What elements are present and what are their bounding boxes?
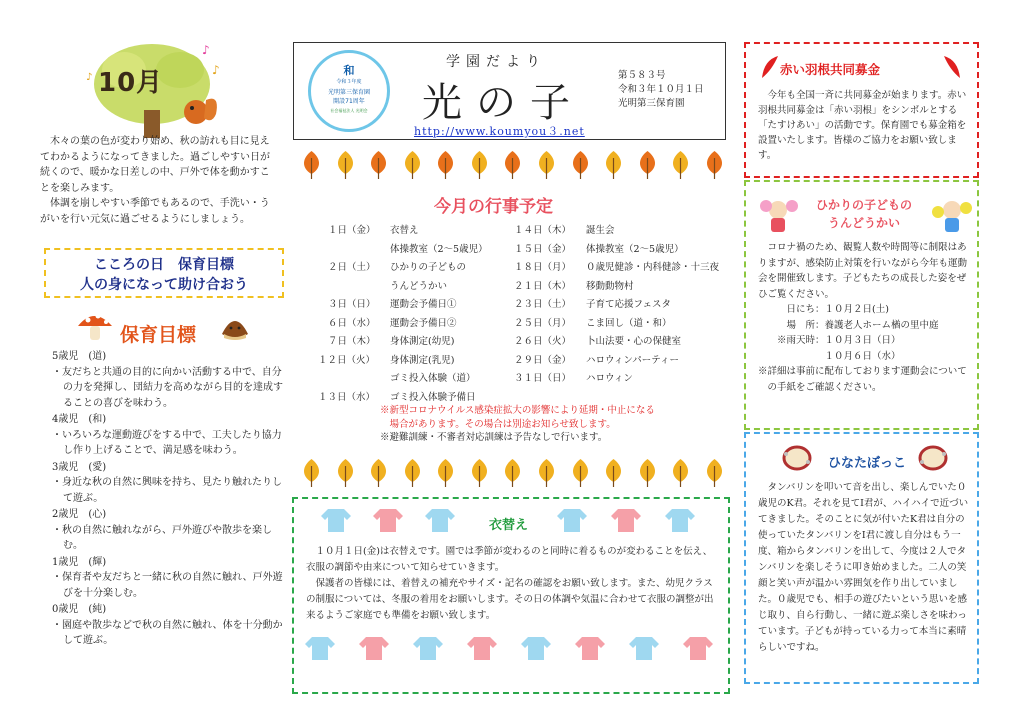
event-date: １８日（月） xyxy=(514,262,572,273)
newsletter-subtitle: 学園だより xyxy=(446,54,546,70)
event-date: ３１日（日） xyxy=(514,373,572,384)
event-title: ０歳児健診・内科健診・十三夜 xyxy=(586,262,720,273)
hinatabokko-paragraph: タンバリンを叩いて音を出し、楽しんでいた０歳児のK君。それを見てI君が、ハイハイで近づいてきました。そのことに気が付いたK君は自分の使っていたタンバリンをI君に渡し自分はもう一度、箱からタンバリンを出して、今度は２人でタンバリンを楽しそうに叩き始めました。二人の笑顔と笑い声が温かい雰囲気を作り出していました。０歳児でも、相手の遊びたいという思いを感じ取り、自ら行動し、一緒に遊ぶ楽しさを味わっています。子どもが持っている力って本当に素晴らしいですね。 xyxy=(758,482,969,653)
logo-footer: 社会福祉法人 光明会 xyxy=(330,108,368,113)
sweater-icon xyxy=(520,635,552,661)
event-row xyxy=(514,241,734,260)
autumn-leaf-icon xyxy=(367,150,390,180)
shirt-row-bottom xyxy=(320,635,710,663)
issue-info xyxy=(618,69,704,111)
event-row xyxy=(328,315,528,334)
autumn-leaf-icon xyxy=(602,150,625,180)
event-date: ７日（木） xyxy=(328,336,376,347)
event-row xyxy=(514,370,734,389)
intro-paragraph-2: 体調を崩しやすい季節でもあるので、手洗い・うがいを行い元気に過ごせるようにしましょう。 xyxy=(40,198,270,225)
event-date: １４日（木） xyxy=(514,225,572,236)
autumn-leaf-icon xyxy=(468,458,491,488)
cheering-child-icon xyxy=(932,198,972,234)
drill-notice: ※避難訓練・不審者対応訓練は予告なしで行います。 xyxy=(380,432,608,443)
event-row xyxy=(328,259,528,278)
chestnut-icon xyxy=(218,310,252,342)
sports-day-note: ※詳細は事前に配布しております運動会についての手紙をご確認ください。 xyxy=(758,366,967,393)
event-title: ハロウィン xyxy=(586,373,633,384)
tambourine-icon xyxy=(782,444,812,472)
event-title: こま回し（道・和） xyxy=(586,317,672,329)
leaf-row-bottom xyxy=(300,458,726,490)
goal-age: 2歳児 (心) xyxy=(52,509,107,520)
autumn-leaf-icon xyxy=(535,150,558,180)
autumn-leaf-icon xyxy=(703,150,726,180)
goal-list xyxy=(52,348,288,649)
autumn-leaf-icon xyxy=(334,150,357,180)
event-date: ２１日（木） xyxy=(514,280,572,292)
event-title: 衣替え xyxy=(390,225,419,236)
sports-day-rain-date-2: １０月６日（水） xyxy=(824,350,901,362)
event-date: ２日（土） xyxy=(328,262,376,273)
sports-day-text xyxy=(758,240,972,395)
sports-day-rain-date-1: ※雨天時：１０月３日（日） xyxy=(777,335,901,346)
autumn-leaf-icon xyxy=(569,458,592,488)
cheering-child-icon xyxy=(758,198,798,234)
event-title: ハロウィンパーティー xyxy=(586,354,680,366)
event-title: ゴミ投入体験予備日 xyxy=(390,391,476,403)
koromogae-paragraph-2: 保護者の皆様には、着替えの補充やサイズ・記名の確認をお願い致します。また、幼児クラスの制服については、冬服の着用をお願いします。その日の体調や気温に合わせて衣服の調整が出来るようご家庭でも準備をお願い致します。 xyxy=(306,578,714,621)
autumn-leaf-icon xyxy=(401,458,424,488)
hinatabokko-title: ひなたぼっこ xyxy=(828,456,907,471)
sweater-icon xyxy=(466,635,498,661)
event-title: 体操教室（2～5歳児） xyxy=(586,243,684,255)
event-title: 体操教室（2～5歳児） xyxy=(390,243,488,255)
event-row xyxy=(514,296,734,315)
event-date: ６日（水） xyxy=(328,317,376,329)
red-feather-box xyxy=(744,42,979,178)
autumn-leaf-icon xyxy=(569,150,592,180)
sweater-icon xyxy=(358,635,390,661)
sports-day-title-line-2: うんどうかい xyxy=(827,216,900,230)
intro-text xyxy=(40,134,276,227)
event-row xyxy=(514,259,734,278)
sweater-icon xyxy=(320,507,352,533)
event-row xyxy=(514,333,734,352)
autumn-leaf-icon xyxy=(334,458,357,488)
logo-year: 令和３年度 xyxy=(336,79,362,85)
event-row xyxy=(514,315,734,334)
goal-text: ・いろいろな運動遊びをする中で、工夫したり協力し作り上げることで、満足感を味わう。 xyxy=(52,429,282,456)
event-date: １５日（金） xyxy=(514,243,572,255)
event-title: うんどうかい xyxy=(390,280,448,292)
goal-text: ・身近な秋の自然に興味を持ち、見たり触れたりして遊ぶ。 xyxy=(52,477,282,504)
logo-school-name: 光明第三保育園 xyxy=(327,89,370,96)
event-title: 身体測定(幼児) xyxy=(390,336,455,347)
autumn-leaf-icon xyxy=(367,458,390,488)
autumn-leaf-icon xyxy=(434,150,457,180)
hinatabokko-box xyxy=(744,432,979,684)
event-row xyxy=(328,222,528,241)
events-notice xyxy=(380,404,655,445)
school-logo xyxy=(308,50,390,132)
event-title: 移動動物村 xyxy=(586,280,634,292)
goal-age: 4歳児 (和) xyxy=(52,414,107,425)
covid-notice-line-2: 場合があります。その場合は別途お知らせ致します。 xyxy=(389,418,616,430)
autumn-leaf-icon xyxy=(501,150,524,180)
newsletter-title: 光の子 xyxy=(422,80,584,126)
event-title: 身体測定(乳児) xyxy=(390,354,455,366)
goal-text: ・秋の自然に触れながら、戸外遊びや散歩を楽しむ。 xyxy=(52,524,272,551)
event-title: 運動会予備日① xyxy=(390,299,457,310)
goal-text: ・保育者や友だちと一緒に秋の自然に触れ、戸外遊びを十分楽しむ。 xyxy=(52,572,283,599)
tambourine-icon xyxy=(918,444,948,472)
autumn-leaf-icon xyxy=(535,458,558,488)
issue-date: 令和３年１０月１日 xyxy=(618,84,704,95)
goal-age: 3歳児 (愛) xyxy=(52,461,107,473)
koromogae-text xyxy=(306,544,718,624)
events-right-column xyxy=(514,222,734,389)
event-row xyxy=(328,370,528,389)
event-title: ひかりの子どもの xyxy=(390,262,467,273)
event-title: 卜山法要・心の保健室 xyxy=(586,336,682,347)
sweater-icon xyxy=(424,507,456,533)
sweater-icon xyxy=(412,635,444,661)
event-row xyxy=(514,352,734,371)
event-row xyxy=(318,352,528,371)
red-feather-paragraph: 今年も全国一斉に共同募金が始まります。赤い羽根共同募金は「赤い羽根」をシンボルとする「たすけあい」の活動です。保育園でも募金箱を設置いたします。皆様のご協力をお願い致します。 xyxy=(758,90,967,161)
event-row xyxy=(328,278,528,297)
sweater-icon xyxy=(574,635,606,661)
goal-age: 5歳児 (道) xyxy=(52,351,107,362)
event-date: １日（金） xyxy=(328,225,376,236)
sweater-icon xyxy=(628,635,660,661)
sports-day-place: 場 所：養護老人ホーム楢の里中庭 xyxy=(786,319,939,331)
kokoro-line-2: 人の身になって助け合おう xyxy=(80,277,248,293)
red-feather-icon xyxy=(760,54,780,80)
sports-day-box xyxy=(744,180,979,430)
leaf-row-top xyxy=(300,150,726,182)
svg-text:♪: ♪ xyxy=(86,72,93,83)
sports-day-date: 日にち：１０月２日(土) xyxy=(786,304,889,315)
goal-text: ・園庭や散歩などで秋の自然に触れ、体を十分動かして遊ぶ。 xyxy=(52,619,283,646)
red-feather-icon xyxy=(942,54,962,80)
logo-anniversary: 開設71周年 xyxy=(333,98,365,105)
event-row xyxy=(514,278,734,297)
autumn-leaf-icon xyxy=(669,150,692,180)
events-title: 今月の行事予定 xyxy=(434,197,553,217)
kokoro-goal-box xyxy=(44,248,284,298)
autumn-leaf-icon xyxy=(602,458,625,488)
logo-kanji: 和 xyxy=(343,64,355,77)
month-title: 10月 xyxy=(98,68,164,98)
event-row xyxy=(328,296,528,315)
event-date: ３日（日） xyxy=(328,299,376,310)
event-date: １３日（水） xyxy=(318,391,376,403)
event-date: ２６日（火） xyxy=(514,336,572,347)
event-title: 運動会予備日② xyxy=(390,317,457,329)
goal-text: ・友だちと共通の目的に向かい活動する中で、自分の力を発揮し、団結力を高めながら目的を達成することの喜びを味わう。 xyxy=(52,366,283,409)
autumn-leaf-icon xyxy=(434,458,457,488)
goal-age: 0歳児 (純) xyxy=(52,604,107,615)
issue-number: 第５８３号 xyxy=(618,70,666,81)
red-feather-text xyxy=(758,88,972,163)
event-row xyxy=(514,222,734,241)
intro-paragraph-1: 木々の葉の色が変わり始め、秋の訪れも目に見えてわかるようになってきました。過ごしやすい日が続くので、暖かな日差しの中、戸外で体を動かすことを楽しみます。 xyxy=(40,136,270,194)
sports-day-title-line-1: ひかりの子どもの xyxy=(815,198,912,212)
koromogae-title: 衣替え xyxy=(489,518,529,533)
autumn-leaf-icon xyxy=(636,458,659,488)
sweater-icon xyxy=(682,635,714,661)
event-row xyxy=(328,333,528,352)
hoiku-goal-title: 保育目標 xyxy=(120,324,197,346)
svg-text:♪: ♪ xyxy=(202,43,210,57)
red-feather-title: 赤い羽根共同募金 xyxy=(780,62,881,77)
sweater-icon xyxy=(556,507,588,533)
autumn-leaf-icon xyxy=(703,458,726,488)
sports-day-paragraph: コロナ禍のため、観覧人数や時間等に制限はありますが、感染防止対策を行いながら今年も運動会を開催致します。子どもたちの成長した姿をぜひご覧ください。 xyxy=(758,242,968,300)
svg-text:♪: ♪ xyxy=(212,63,220,77)
autumn-leaf-icon xyxy=(300,150,323,180)
event-date: １２日（火） xyxy=(318,354,376,366)
sweater-icon xyxy=(664,507,696,533)
mushroom-icon xyxy=(76,308,116,344)
event-date: ２３日（土） xyxy=(514,299,572,310)
autumn-leaf-icon xyxy=(636,150,659,180)
event-title: 子育て応援フェスタ xyxy=(586,299,672,310)
event-date: ２５日（月） xyxy=(514,317,572,329)
autumn-leaf-icon xyxy=(669,458,692,488)
event-date: ２９日（金） xyxy=(514,354,572,366)
sweater-icon xyxy=(610,507,642,533)
kokoro-line-1: こころの日 保育目標 xyxy=(94,257,234,273)
left-column xyxy=(38,30,288,700)
koromogae-paragraph-1: １０月１日(金)は衣替えです。園では季節が変わるのと同時に着るものが変わることを伝え、衣服の調節や由来について知らせていきます。 xyxy=(306,546,713,573)
koromogae-box xyxy=(292,497,730,694)
issue-organization: 光明第三保育園 xyxy=(618,98,685,109)
covid-notice-line-1: ※新型コロナウイルス感染症拡大の影響により延期・中止になる xyxy=(380,405,655,416)
events-left-column xyxy=(318,222,528,407)
autumn-leaf-icon xyxy=(468,150,491,180)
sports-day-title xyxy=(804,196,924,232)
autumn-leaf-icon xyxy=(401,150,424,180)
goal-age: 1歳児 (輝) xyxy=(52,556,107,568)
sweater-icon xyxy=(372,507,404,533)
website-link[interactable]: http://www.koumyou３.net xyxy=(414,125,585,138)
autumn-leaf-icon xyxy=(300,458,323,488)
autumn-leaf-icon xyxy=(501,458,524,488)
event-title: 誕生会 xyxy=(586,225,615,236)
newsletter-header xyxy=(293,42,726,140)
event-row xyxy=(328,241,528,260)
event-title: ゴミ投入体験（道） xyxy=(390,373,476,384)
sweater-icon xyxy=(304,635,336,661)
